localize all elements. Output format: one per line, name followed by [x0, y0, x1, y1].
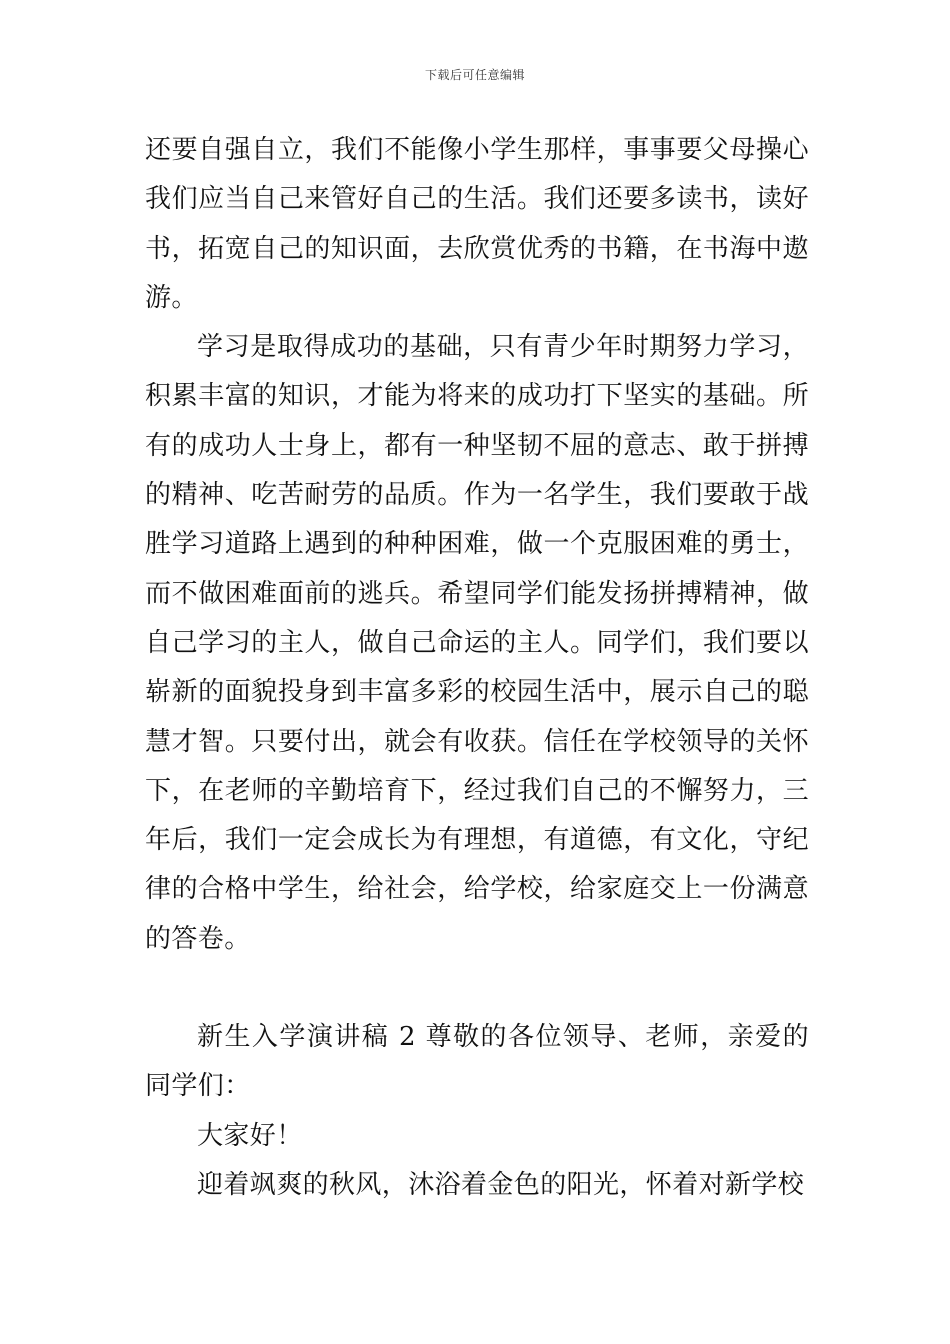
paragraph-study: 学习是取得成功的基础，只有青少年时期努力学习，积累丰富的知识，才能为将来的成功打下坚实的基础。所有的成功人士身上，都有一种坚韧不屈的意志、敢于拼搏的精神、吃苦耐劳的品质。作为一名学生，我们要敢于战胜学习道路上遇到的种种困难，做一个克服困难的勇士，而不做困难面前的逃兵。希望同学们能发扬拼搏精神，做自己学习的主人，做自己命运的主人。同学们，我们要以崭新的面貌投身到丰富多彩的校园生活中，展示自己的聪慧才智。只要付出，就会有收获。信任在学校领导的关怀下，在老师的辛勤培育下，经过我们自己的不懈努力，三年后，我们一定会成长为有理想，有道德，有文化，守纪律的合格中学生，给社会，给学校，给家庭交上一份满意的答卷。 — [145, 332, 809, 954]
paragraph-opening: 迎着飒爽的秋风，沐浴着金色的阳光，怀着对新学校 — [197, 1169, 805, 1200]
header-note: 下载后可任意编辑 — [424, 68, 525, 82]
paragraph-spacer — [145, 964, 809, 1013]
paragraph-continuation: 还要自强自立，我们不能像小学生那样，事事要父母操心我们应当自己来管好自己的生活。我们还要多读书，读好书，拓宽自己的知识面，去欣赏优秀的书籍，在书海中遨游。 — [145, 135, 809, 313]
paragraph-speech-title: 新生入学演讲稿 2 尊敬的各位领导、老师，亲爱的同学们： — [145, 1022, 809, 1102]
paragraph-greeting: 大家好！ — [197, 1120, 303, 1151]
document-body — [145, 126, 809, 1210]
